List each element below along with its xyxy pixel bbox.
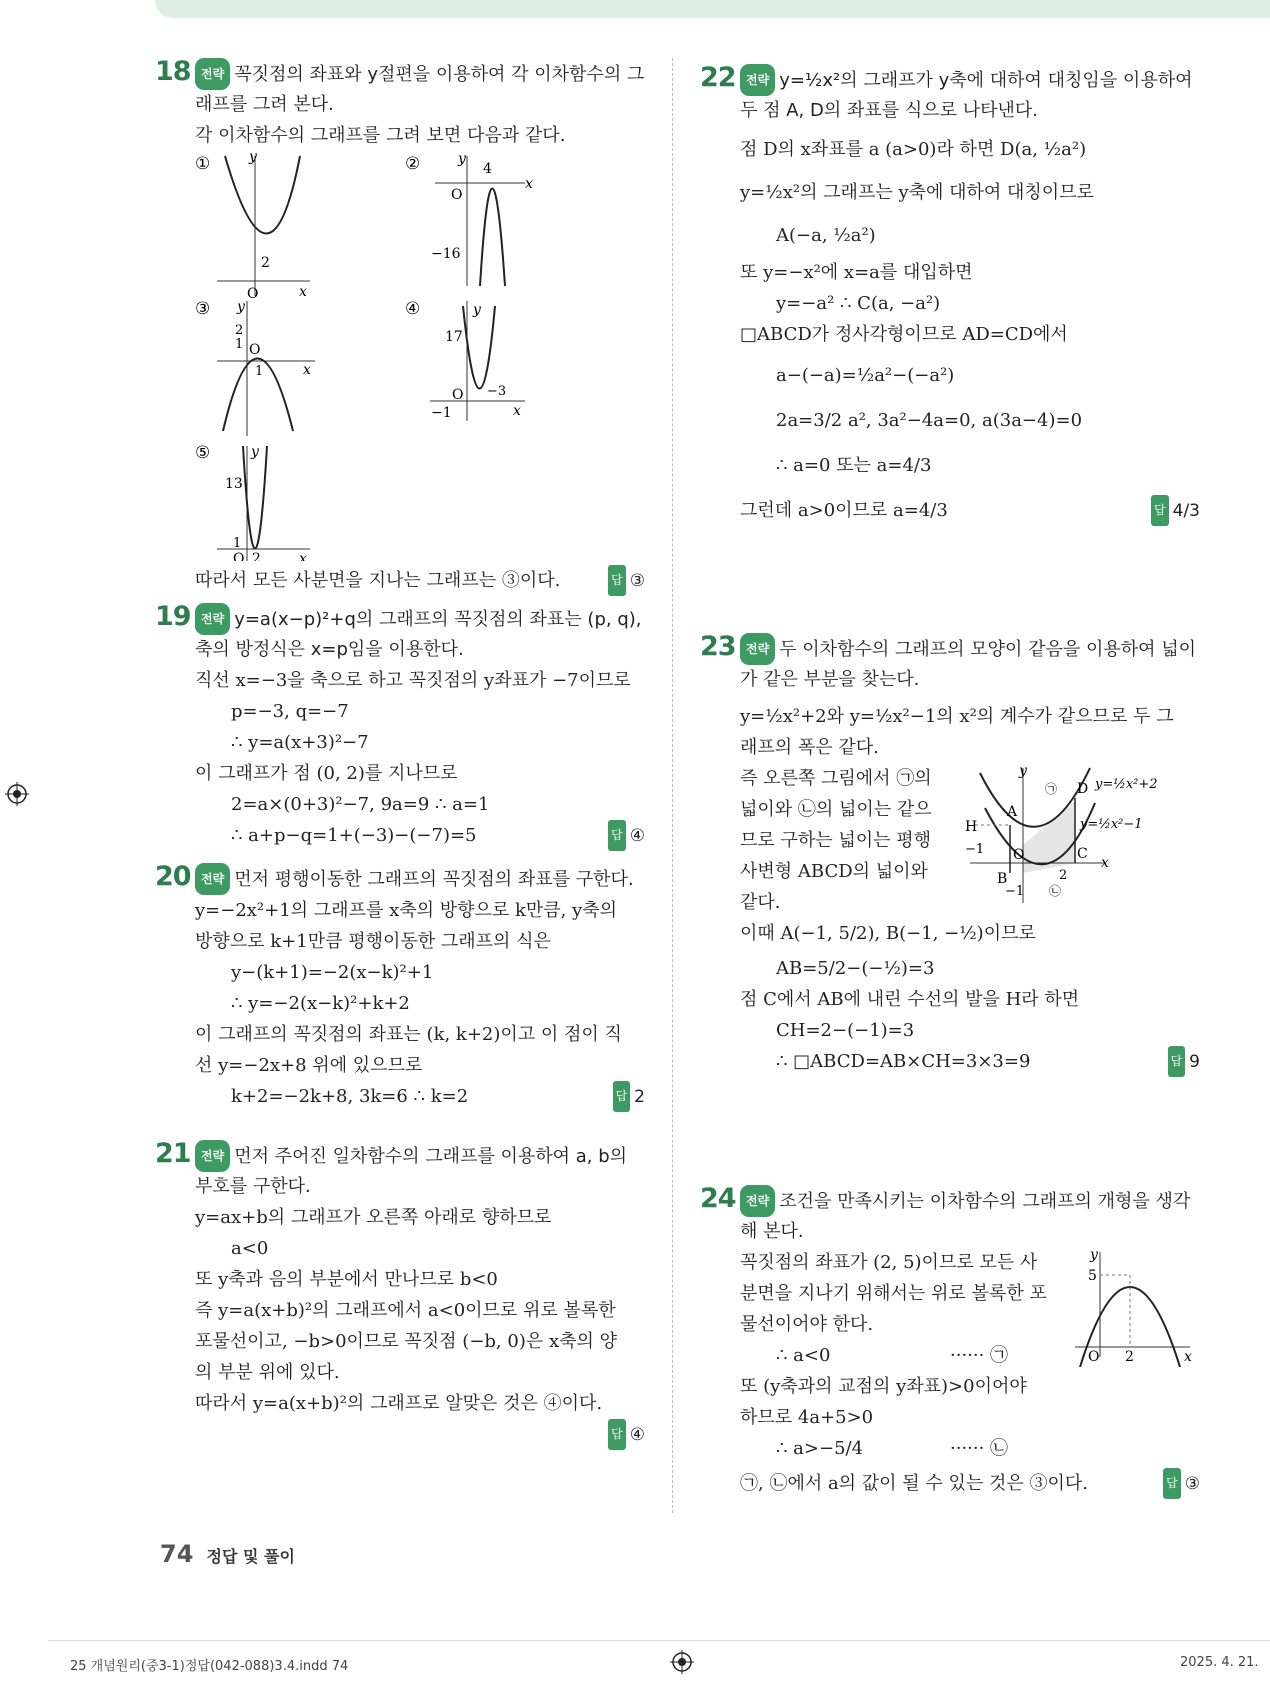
solution-line: 또 y축과 음의 부분에서 만나므로 b<0 <box>195 1269 498 1290</box>
parabola-figure <box>1070 1247 1200 1367</box>
solution-line: a−(−a)=½a²−(−a²) <box>776 365 955 386</box>
tick-label: 1 <box>235 337 244 352</box>
graph-number: ③ <box>195 299 211 319</box>
answer <box>608 1419 645 1451</box>
conclusion: k+2=−2k+8, 3k=6 ∴ k=2 <box>231 1086 469 1107</box>
graph-number: ② <box>405 154 421 174</box>
solution-line: 하므로 4a+5>0 <box>740 1407 874 1428</box>
solution-line: 2a=3/2 a², 3a²−4a=0, a(3a−4)=0 <box>776 410 1083 431</box>
strategy-text: 조건을 만족시키는 이차함수의 그래프의 개형을 생각해 본다. <box>740 1191 1191 1242</box>
solution-line: 점 D의 x좌표를 a (a>0)라 하면 D(a, ½a²) <box>740 139 1087 160</box>
solution-line: y=½x²+2와 y=½x²−1의 x²의 계수가 같으므로 두 그 <box>740 706 1174 727</box>
tick-label: −3 <box>487 384 507 399</box>
solution-line: A(−a, ½a²) <box>776 225 876 246</box>
solution-line: 분면을 지나기 위해서는 위로 볼록한 포 <box>740 1283 1047 1304</box>
problem-number: 18 <box>155 56 191 87</box>
solution-line: y−(k+1)=−2(x−k)²+1 <box>231 962 434 983</box>
registration-mark-icon <box>670 1650 694 1674</box>
axis-label: y <box>1090 1247 1098 1263</box>
conclusion: 그런데 a>0이므로 a=4/3 <box>740 500 948 521</box>
origin-label: O <box>452 387 464 403</box>
axis-label: x <box>303 362 311 378</box>
strategy-badge: 전략 <box>195 863 230 895</box>
conclusion: ∴ □ABCD=AB×CH=3×3=9 <box>776 1051 1031 1072</box>
solution-line: 래프의 폭은 같다. <box>740 737 879 758</box>
answer-badge: 답 <box>608 1419 626 1450</box>
curve-label: y=½x²+2 <box>1095 777 1158 792</box>
axis-label: x <box>1101 855 1109 871</box>
solution-line: 넓이와 ㉡의 넓이는 같으 <box>740 799 932 820</box>
solution-line: 또 y=−x²에 x=a를 대입하면 <box>740 262 973 283</box>
axis-label: x <box>299 551 307 561</box>
axis-label: y <box>237 299 245 315</box>
marker: ······ ㉠ <box>950 1345 1009 1366</box>
solution-line: CH=2−(−1)=3 <box>776 1020 915 1041</box>
marker: ······ ㉡ <box>950 1438 1009 1459</box>
solution-line <box>195 1081 645 1112</box>
top-band <box>155 0 1270 18</box>
solution-line: y=−2x²+1의 그래프를 x축의 방향으로 k만큼, y축의 <box>195 900 618 921</box>
axis-label: x <box>299 284 307 300</box>
problem-number: 20 <box>155 861 191 892</box>
page-footer <box>160 1540 295 1568</box>
axis-label: x <box>525 176 533 192</box>
solution-line: 이 그래프의 꼭짓점의 좌표는 (k, k+2)이고 이 점이 직 <box>195 1024 622 1045</box>
point-label: A <box>1007 804 1018 820</box>
tick-label: 2 <box>261 255 270 271</box>
axis-label: y <box>458 151 466 167</box>
point-label: H <box>965 819 978 835</box>
problem-23 <box>700 633 1200 1078</box>
problem-number: 24 <box>700 1183 736 1214</box>
solution-line: ∴ y=a(x+3)²−7 <box>231 732 369 753</box>
problem-22 <box>700 64 1200 527</box>
problem-24 <box>700 1185 1200 1500</box>
solution-line: 물선이어야 한다. <box>740 1314 874 1335</box>
solution-line: 사변형 ABCD의 넓이와 <box>740 861 928 882</box>
axis-label: y <box>249 151 257 165</box>
answer-value: 4/3 <box>1172 501 1200 521</box>
origin-label: O <box>247 286 259 302</box>
solution-line: 같다. <box>740 892 781 913</box>
solution-line: y=½x²의 그래프는 y축에 대하여 대칭이므로 <box>740 182 1094 203</box>
solution-line <box>195 820 645 851</box>
tick-label: 17 <box>445 329 463 345</box>
condition: ∴ a<0 <box>776 1345 831 1366</box>
strategy-text: 두 이차함수의 그래프의 모양이 같음을 이용하여 넓이가 같은 부분을 찾는다. <box>740 639 1197 690</box>
tick-label: 2 <box>252 551 261 561</box>
solution-line: ∴ a=0 또는 a=4/3 <box>776 455 932 476</box>
strategy-badge: 전략 <box>195 603 230 635</box>
answer <box>1151 495 1200 527</box>
solution-line: 또 (y축과의 교점의 y좌표)>0이어야 <box>740 1376 1027 1397</box>
problem-21 <box>155 1140 645 1451</box>
graphs-figure <box>195 151 645 561</box>
slug-file: 25 개념원리(중3-1)정답(042-088)3.4.indd 74 <box>70 1659 349 1674</box>
condition: ∴ a>−5/4 <box>776 1438 864 1459</box>
graph-number: ⑤ <box>195 443 211 463</box>
answer-badge: 답 <box>613 1081 631 1112</box>
origin-label: O <box>1013 847 1025 863</box>
answer-value: ③ <box>1184 1474 1200 1494</box>
solution-line: 2=a×(0+3)²−7, 9a=9 ∴ a=1 <box>231 794 490 815</box>
strategy-badge: 전략 <box>195 1140 230 1172</box>
parabola-area-figure <box>965 763 1205 913</box>
strategy-badge: 전략 <box>740 1185 775 1217</box>
solution-line <box>740 495 1200 526</box>
solution-line: □ABCD가 정사각형이므로 AD=CD에서 <box>740 324 1068 345</box>
axis-label: y <box>1019 763 1027 779</box>
region-label: ㉡ <box>1049 884 1062 898</box>
solution-line: 방향으로 k+1만큼 평행이동한 그래프의 식은 <box>195 931 551 952</box>
slug-line <box>48 1640 1270 1641</box>
strategy-badge: 전략 <box>740 633 775 665</box>
solution-line: p=−3, q=−7 <box>231 701 349 722</box>
solution-line: 각 이차함수의 그래프를 그려 보면 다음과 같다. <box>195 125 566 146</box>
solution-line: 즉 오른쪽 그림에서 ㉠의 <box>740 768 932 789</box>
answer-badge: 답 <box>1151 495 1169 526</box>
solution-line: 포물선이고, −b>0이므로 꼭짓점 (−b, 0)은 x축의 양 <box>195 1331 617 1352</box>
problem-20 <box>155 863 645 1113</box>
problem-number: 23 <box>700 631 736 662</box>
graph-number: ④ <box>405 299 421 319</box>
tick-label: −1 <box>965 842 985 857</box>
tick-label: −16 <box>431 246 461 262</box>
origin-label: O <box>1088 1349 1100 1365</box>
answer-value: 2 <box>634 1087 645 1107</box>
tick-label: 1 <box>255 364 264 379</box>
answer-badge: 답 <box>1163 1468 1181 1499</box>
figure-row <box>740 1247 1200 1464</box>
answer <box>1168 1046 1200 1078</box>
solution-line <box>195 565 645 596</box>
answer <box>608 820 645 852</box>
solution-line: 점 C에서 AB에 내린 수선의 발을 H라 하면 <box>740 989 1080 1010</box>
column-divider <box>672 58 673 1513</box>
graph-number: ① <box>195 154 211 174</box>
solution-line <box>740 1468 1200 1499</box>
strategy-text: y=½x²의 그래프가 y축에 대하여 대칭임을 이용하여 두 점 A, D의 좌표를 식으로 나타낸다. <box>740 70 1193 121</box>
origin-label: O <box>249 342 261 358</box>
strategy-text: 먼저 주어진 일차함수의 그래프를 이용하여 a, b의 부호를 구한다. <box>195 1146 628 1197</box>
conclusion: 따라서 모든 사분면을 지나는 그래프는 ③이다. <box>195 570 561 591</box>
conclusion: ∴ a+p−q=1+(−3)−(−7)=5 <box>231 825 477 846</box>
axis-label: y <box>251 444 259 460</box>
solution-line: 이때 A(−1, 5/2), B(−1, −½)이므로 <box>740 923 1036 944</box>
slug-date: 2025. 4. 21. <box>1180 1655 1259 1670</box>
point-label: C <box>1077 846 1088 862</box>
problem-number: 21 <box>155 1138 191 1169</box>
solution-line: 직선 x=−3을 축으로 하고 꼭짓점의 y좌표가 −7이므로 <box>195 670 631 691</box>
tick-label: 2 <box>1125 1349 1134 1365</box>
answer-badge: 답 <box>608 565 626 596</box>
solution-line: 의 부분 위에 있다. <box>195 1362 340 1383</box>
tick-label: 2 <box>1059 868 1068 883</box>
problem-number: 22 <box>700 62 736 93</box>
curve-label: y=½x²−1 <box>1080 817 1143 832</box>
strategy-text: 먼저 평행이동한 그래프의 꼭짓점의 좌표를 구한다. <box>234 869 634 890</box>
tick-label: 2 <box>235 323 244 338</box>
tick-label: 5 <box>1088 1268 1097 1284</box>
solution-line: 선 y=−2x+8 위에 있으므로 <box>195 1055 423 1076</box>
region-label: ㉠ <box>1045 782 1058 796</box>
tick-label: −1 <box>431 405 452 421</box>
point-label: D <box>1077 781 1089 797</box>
figure-row <box>740 763 1200 918</box>
strategy-text: y=a(x−p)²+q의 그래프의 꼭짓점의 좌표는 (p, q), 축의 방정식은 x=p임을 이용한다. <box>195 609 642 660</box>
tick-label: −1 <box>1005 884 1025 899</box>
answer <box>608 565 645 597</box>
problem-18 <box>155 58 645 597</box>
point-label: B <box>997 871 1008 887</box>
solution-line: 즉 y=a(x+b)²의 그래프에서 a<0이므로 위로 볼록한 <box>195 1300 616 1321</box>
axis-label: y <box>473 302 481 318</box>
conclusion: ㉠, ㉡에서 a의 값이 될 수 있는 것은 ③이다. <box>740 1473 1088 1494</box>
solution-line <box>740 1046 1200 1077</box>
origin-label: O <box>233 551 245 561</box>
solution-line: a<0 <box>231 1238 269 1259</box>
origin-label: O <box>451 187 463 203</box>
strategy-text: 꼭짓점의 좌표와 y절편을 이용하여 각 이차함수의 그래프를 그려 본다. <box>195 64 645 115</box>
axis-label: x <box>513 403 521 419</box>
solution-line: y=−a² ∴ C(a, −a²) <box>776 293 941 314</box>
answer <box>613 1081 645 1113</box>
answer-value: ④ <box>629 826 645 846</box>
answer <box>1163 1468 1200 1500</box>
answer-value: ④ <box>629 1425 645 1445</box>
solution-line: 따라서 y=a(x+b)²의 그래프로 알맞은 것은 ④이다. <box>195 1393 603 1414</box>
solution-line: 이 그래프가 점 (0, 2)를 지나므로 <box>195 763 458 784</box>
problem-19 <box>155 603 645 852</box>
strategy-badge: 전략 <box>740 64 775 96</box>
tick-label: 1 <box>233 536 242 551</box>
tick-label: 4 <box>483 161 492 177</box>
footer-label: 정답 및 풀이 <box>206 1547 295 1566</box>
solution-line: ∴ y=−2(x−k)²+k+2 <box>231 993 410 1014</box>
axis-label: x <box>1184 1349 1192 1365</box>
solution-line: 꼭짓점의 좌표가 (2, 5)이므로 모든 사 <box>740 1252 1038 1273</box>
registration-mark-icon <box>5 782 29 806</box>
solution-line: AB=5/2−(−½)=3 <box>776 958 935 979</box>
tick-label: 13 <box>225 476 243 492</box>
answer-value: 9 <box>1189 1052 1200 1072</box>
answer-badge: 답 <box>608 820 626 851</box>
answer-value: ③ <box>629 571 645 591</box>
strategy-badge: 전략 <box>195 58 230 90</box>
answer-badge: 답 <box>1168 1046 1186 1077</box>
solution-line: y=ax+b의 그래프가 오른쪽 아래로 향하므로 <box>195 1207 552 1228</box>
solution-line: 므로 구하는 넓이는 평행 <box>740 830 932 851</box>
solution-line <box>740 1433 1200 1464</box>
page-number: 74 <box>160 1540 194 1568</box>
problem-number: 19 <box>155 601 191 632</box>
